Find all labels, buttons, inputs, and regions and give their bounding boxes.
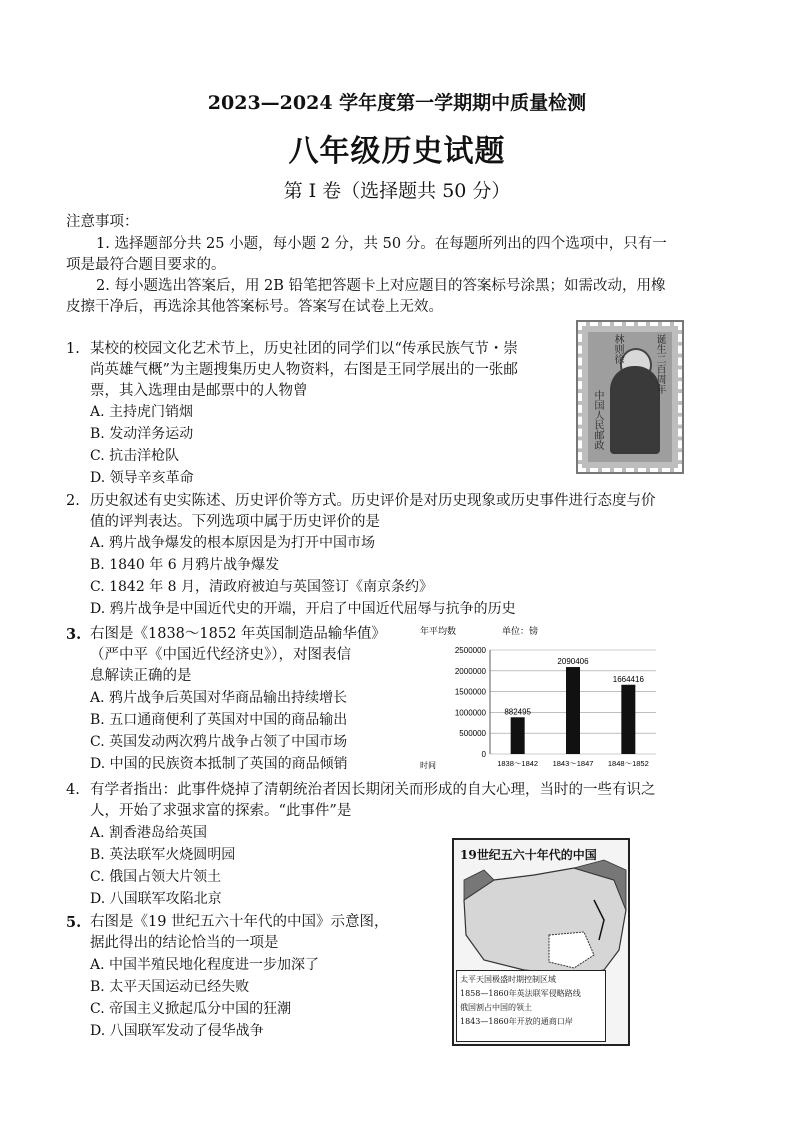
note-1-line-1: 1. 选择题部分共 25 小题，每小题 2 分，共 50 分。在每题所列出的四个选项中，只有一 xyxy=(96,236,667,252)
postage-stamp-image xyxy=(578,322,682,472)
stamp-post-label: 中国人民邮政 xyxy=(592,390,603,450)
q3-option-a: A. 鸦片战争后英国对华商品输出持续增长 xyxy=(90,690,348,706)
q4-stem-line-1: 有学者指出：此事件烧掉了清朝统治者因长期闭关而形成的自大心理，当时的一些有识之 xyxy=(90,782,656,798)
q4-stem-line-2: 人，开始了求强求富的探索。“此事件”是 xyxy=(90,803,352,819)
q3-option-d: D. 中国的民族资本抵制了英国的商品倾销 xyxy=(90,756,348,772)
legend-russia: 俄国割占中国的领土 xyxy=(460,1003,532,1012)
q2-option-c: C. 1842 年 8 月，清政府被迫与英国签订《南京条约》 xyxy=(90,579,433,595)
q5-option-d: D. 八国联军发动了侵华战争 xyxy=(90,1023,264,1039)
chart-xtick-label: 1843～1847 xyxy=(552,759,594,768)
q5-option-b: B. 太平天国运动已经失败 xyxy=(90,979,250,995)
stamp-name-label: 林则徐 xyxy=(612,334,623,364)
chart-bar xyxy=(511,717,525,754)
exam-header: 2023—2024 学年度第一学期期中质量检测 xyxy=(207,92,587,114)
q1-option-a: A. 主持虎门销烟 xyxy=(90,404,194,420)
q2-stem-line-1: 历史叙述有史实陈述、历史评价等方式。历史评价是对历史现象或历史事件进行态度与价 xyxy=(90,493,656,509)
chart-ytick-label: 2500000 xyxy=(454,646,486,655)
chart-ylabel: 年平均数 xyxy=(420,626,457,636)
note-1-line-2: 项是最符合题目要求的。 xyxy=(66,257,226,273)
q2-option-a: A. 鸦片战争爆发的根本原因是为打开中国市场 xyxy=(90,535,376,551)
chart-value-label: 882495 xyxy=(504,707,532,717)
q4-number: 4. xyxy=(66,782,80,798)
q3-number: 3. xyxy=(66,626,82,643)
map-title: 19世纪五六十年代的中国 xyxy=(460,848,597,862)
chart-xlabel: 时间 xyxy=(420,761,436,770)
note-2-line-1: 2. 每小题选出答案后，用 2B 铅笔把答题卡上对应题目的答案标号涂黑；如需改动，用橡 xyxy=(96,278,666,294)
chart-value-label: 2090406 xyxy=(557,657,589,667)
export-bar-chart xyxy=(420,622,660,772)
q1-option-b: B. 发动洋务运动 xyxy=(90,426,194,442)
chart-xtick-label: 1838～1842 xyxy=(497,759,539,768)
q1-number: 1. xyxy=(66,341,80,357)
china-map-image xyxy=(452,838,630,1046)
q1-stem-line-3: 票，其入选理由是邮票中的人物曾 xyxy=(90,383,308,399)
legend-route: 1858—1860年英法联军侵略路线 xyxy=(460,989,581,998)
q3-option-c: C. 英国发动两次鸦片战争占领了中国市场 xyxy=(90,734,348,750)
q3-option-b: B. 五口通商便利了英国对中国的商品输出 xyxy=(90,712,348,728)
q4-option-b: B. 英法联军火烧圆明园 xyxy=(90,847,236,863)
q3-stem-line-2: （严中平《中国近代经济史》），对图表信 xyxy=(90,647,351,663)
q1-option-c: C. 抗击洋枪队 xyxy=(90,448,180,464)
q5-option-c: C. 帝国主义掀起瓜分中国的狂潮 xyxy=(90,1001,292,1017)
q2-option-b: B. 1840 年 6 月鸦片战争爆发 xyxy=(90,557,280,573)
legend-ports: 1843—1860年开放的通商口岸 xyxy=(460,1017,573,1026)
q2-number: 2. xyxy=(66,493,80,509)
chart-ytick-label: 500000 xyxy=(459,729,486,739)
q2-stem-line-2: 值的评判表达。下列选项中属于历史评价的是 xyxy=(90,514,380,530)
chart-ytick-label: 1000000 xyxy=(454,708,486,718)
q5-stem-line-1: 右图是《19 世纪五六十年代的中国》示意图， xyxy=(90,914,389,930)
q5-option-a: A. 中国半殖民地化程度进一步加深了 xyxy=(90,957,320,973)
q5-number: 5. xyxy=(66,914,82,931)
chart-ytick-label: 2000000 xyxy=(454,666,486,676)
map-legend xyxy=(456,970,606,1042)
chart-bar xyxy=(566,667,580,754)
chart-unit: 单位：镑 xyxy=(502,626,539,636)
q4-option-c: C. 俄国占领大片领土 xyxy=(90,869,222,885)
q4-option-a: A. 割香港岛给英国 xyxy=(90,825,208,841)
chart-value-label: 1664416 xyxy=(612,674,644,684)
q1-stem-line-1: 某校的校园文化艺术节上，历史社团的同学们以“传承民族气节・崇 xyxy=(90,341,518,357)
q4-option-d: D. 八国联军攻陷北京 xyxy=(90,891,222,907)
stamp-anniversary-label: 诞生二百周年 xyxy=(654,334,665,394)
exam-title: 八年级历史试题 xyxy=(288,134,506,169)
q2-option-d: D. 鸦片战争是中国近代史的开端，开启了中国近代屈辱与抗争的历史 xyxy=(90,601,516,617)
chart-bar xyxy=(621,685,635,754)
section-title: 第 I 卷（选择题共 50 分） xyxy=(283,180,511,202)
q3-stem-line-3: 息解读正确的是 xyxy=(90,668,192,684)
note-2-line-2: 皮擦干净后，再选涂其他答案标号。答案写在试卷上无效。 xyxy=(66,299,443,315)
chart-ytick-label: 0 xyxy=(481,750,486,759)
legend-taiping: 太平天国极盛时期控制区域 xyxy=(460,975,556,984)
q1-option-d: D. 领导辛亥革命 xyxy=(90,470,194,486)
q5-stem-line-2: 据此得出的结论恰当的一项是 xyxy=(90,935,279,951)
chart-ytick-label: 1500000 xyxy=(454,687,486,697)
q1-stem-line-2: 尚英雄气概”为主题搜集历史人物资料，右图是王同学展出的一张邮 xyxy=(90,362,518,378)
q3-stem-line-1: 右图是《1838～1852 年英国制造品输华值》 xyxy=(90,626,386,642)
chart-xtick-label: 1848～1852 xyxy=(607,759,649,768)
notes-heading: 注意事项： xyxy=(66,214,139,230)
